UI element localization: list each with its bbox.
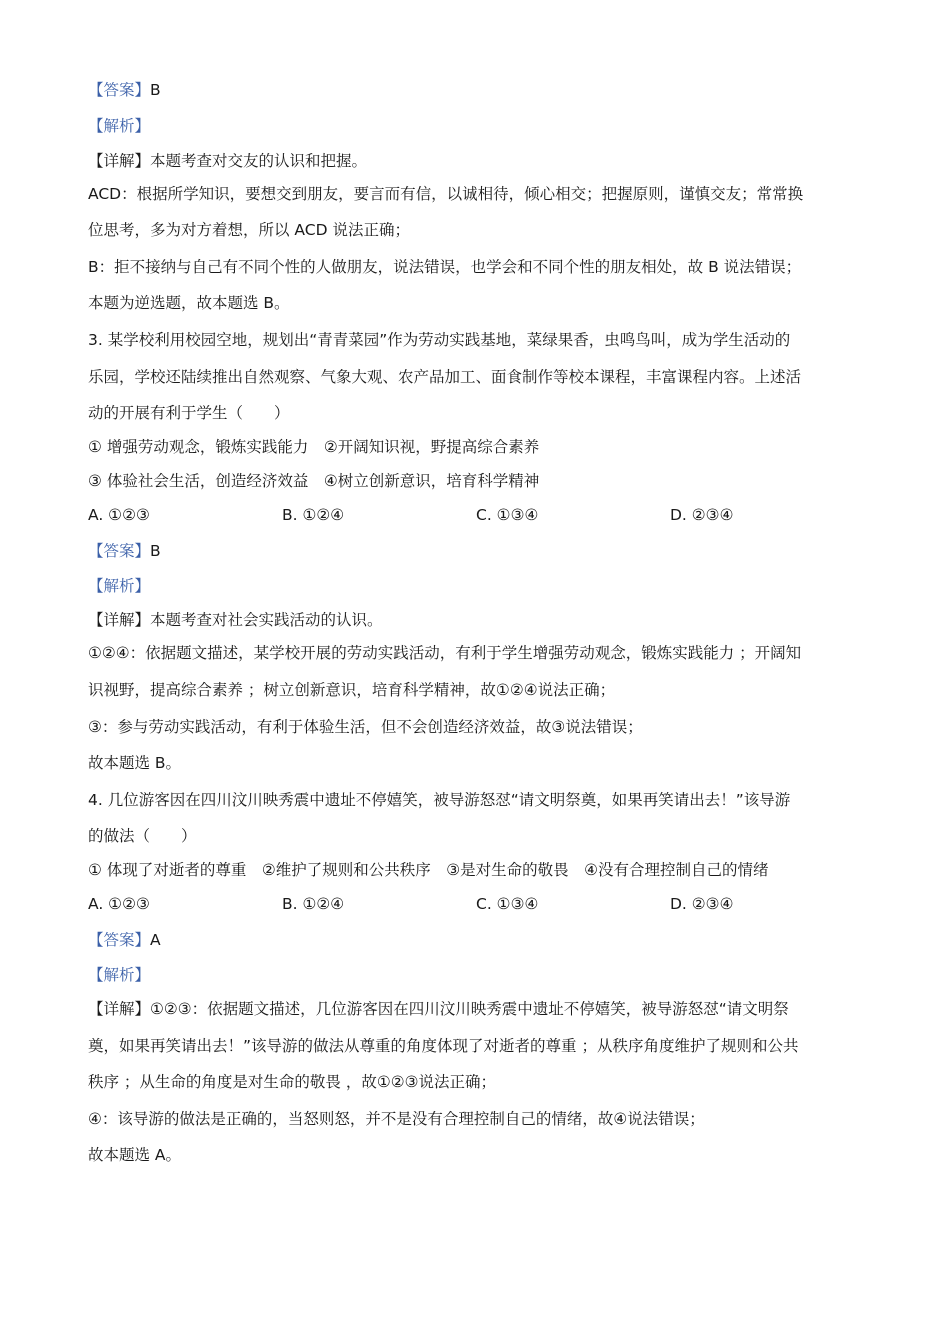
explanation-line: B：拒不接纳与自己有不同个性的人做朋友，说法错误，也学会和不同个性的朋友相处，故 B 说法错误； — [88, 258, 802, 276]
answer-tag: 【答案】 — [88, 81, 151, 99]
answer-value: B — [150, 81, 161, 99]
option-a: A. ①②③ — [88, 506, 150, 524]
option-c: C. ①③④ — [476, 506, 539, 524]
explanation-line: 【详解】①②③：依据题文描述，几位游客因在四川汶川映秀震中遗址不停嬉笑，被导游怒怼“请文明祭 — [88, 1000, 789, 1018]
answer-value: B — [150, 542, 161, 560]
question-item: ① 增强劳动观念，锻炼实践能力 ②开阔知识视，野提高综合素养 — [88, 438, 540, 456]
question-stem: 动的开展有利于学生（ ） — [88, 404, 290, 422]
analysis-tag: 【解析】 — [88, 117, 151, 135]
question-item: ① 体现了对逝者的尊重 ②维护了规则和公共秩序 ③是对生命的敬畏 ④没有合理控制自己的情绪 — [88, 861, 769, 879]
option-d: D. ②③④ — [670, 895, 734, 913]
answer-line — [88, 929, 868, 951]
question-stem: 乐园，学校还陆续推出自然观察、气象大观、农产品加工、面食制作等校本课程，丰富课程内容。上述活 — [88, 368, 802, 386]
option-a: A. ①②③ — [88, 895, 150, 913]
explanation-line: 识视野，提高综合素养 ；树立创新意识，培育科学精神，故①②④说法正确； — [88, 681, 616, 699]
answer-tag: 【答案】 — [88, 542, 151, 560]
explanation-line: 【详解】本题考查对交友的认识和把握。 — [88, 152, 368, 170]
option-b: B. ①②④ — [282, 506, 345, 524]
option-d: D. ②③④ — [670, 506, 734, 524]
explanation-line: ③：参与劳动实践活动，有利于体验生活，但不会创造经济效益，故③说法错误； — [88, 718, 643, 736]
analysis-tag: 【解析】 — [88, 577, 151, 595]
explanation-line: 故本题选 A。 — [88, 1146, 182, 1164]
explanation-line: 本题为逆选题，故本题选 B。 — [88, 294, 290, 312]
explanation-line: 位思考，多为对方着想，所以 ACD 说法正确； — [88, 221, 410, 239]
question-stem: 4. 几位游客因在四川汶川映秀震中遗址不停嬉笑，被导游怒怼“请文明祭奠，如果再笑请出去！”该导游 — [88, 791, 791, 809]
option-c: C. ①③④ — [476, 895, 539, 913]
explanation-line: 秩序 ；从生命的角度是对生命的敬畏 ，故①②③说法正确； — [88, 1073, 497, 1091]
option-b: B. ①②④ — [282, 895, 345, 913]
explanation-line: 奠，如果再笑请出去！”该导游的做法从尊重的角度体现了对逝者的尊重 ；从秩序角度维护了规则和公共 — [88, 1037, 799, 1055]
answer-tag: 【答案】 — [88, 931, 151, 949]
analysis-tag: 【解析】 — [88, 966, 151, 984]
explanation-line: ①②④：依据题文描述，某学校开展的劳动实践活动，有利于学生增强劳动观念，锻炼实践能力 ；开阔知 — [88, 644, 802, 662]
question-stem: 的做法（ ） — [88, 827, 197, 845]
explanation-line: 【详解】本题考查对社会实践活动的认识。 — [88, 611, 383, 629]
answer-line — [88, 79, 868, 101]
explanation-line: ACD：根据所学知识，要想交到朋友，要言而有信，以诚相待，倾心相交；把握原则，谨慎交友；常常换 — [88, 185, 804, 203]
question-item: ③ 体验社会生活，创造经济效益 ④树立创新意识，培育科学精神 — [88, 472, 540, 490]
question-stem: 3. 某学校利用校园空地，规划出“青青菜园”作为劳动实践基地，菜绿果香，虫鸣鸟叫，成为学生活动的 — [88, 331, 791, 349]
explanation-line: ④：该导游的做法是正确的，当怒则怒，并不是没有合理控制自己的情绪，故④说法错误； — [88, 1110, 705, 1128]
answer-line — [88, 540, 868, 562]
answer-value: A — [150, 931, 161, 949]
explanation-line: 故本题选 B。 — [88, 754, 182, 772]
